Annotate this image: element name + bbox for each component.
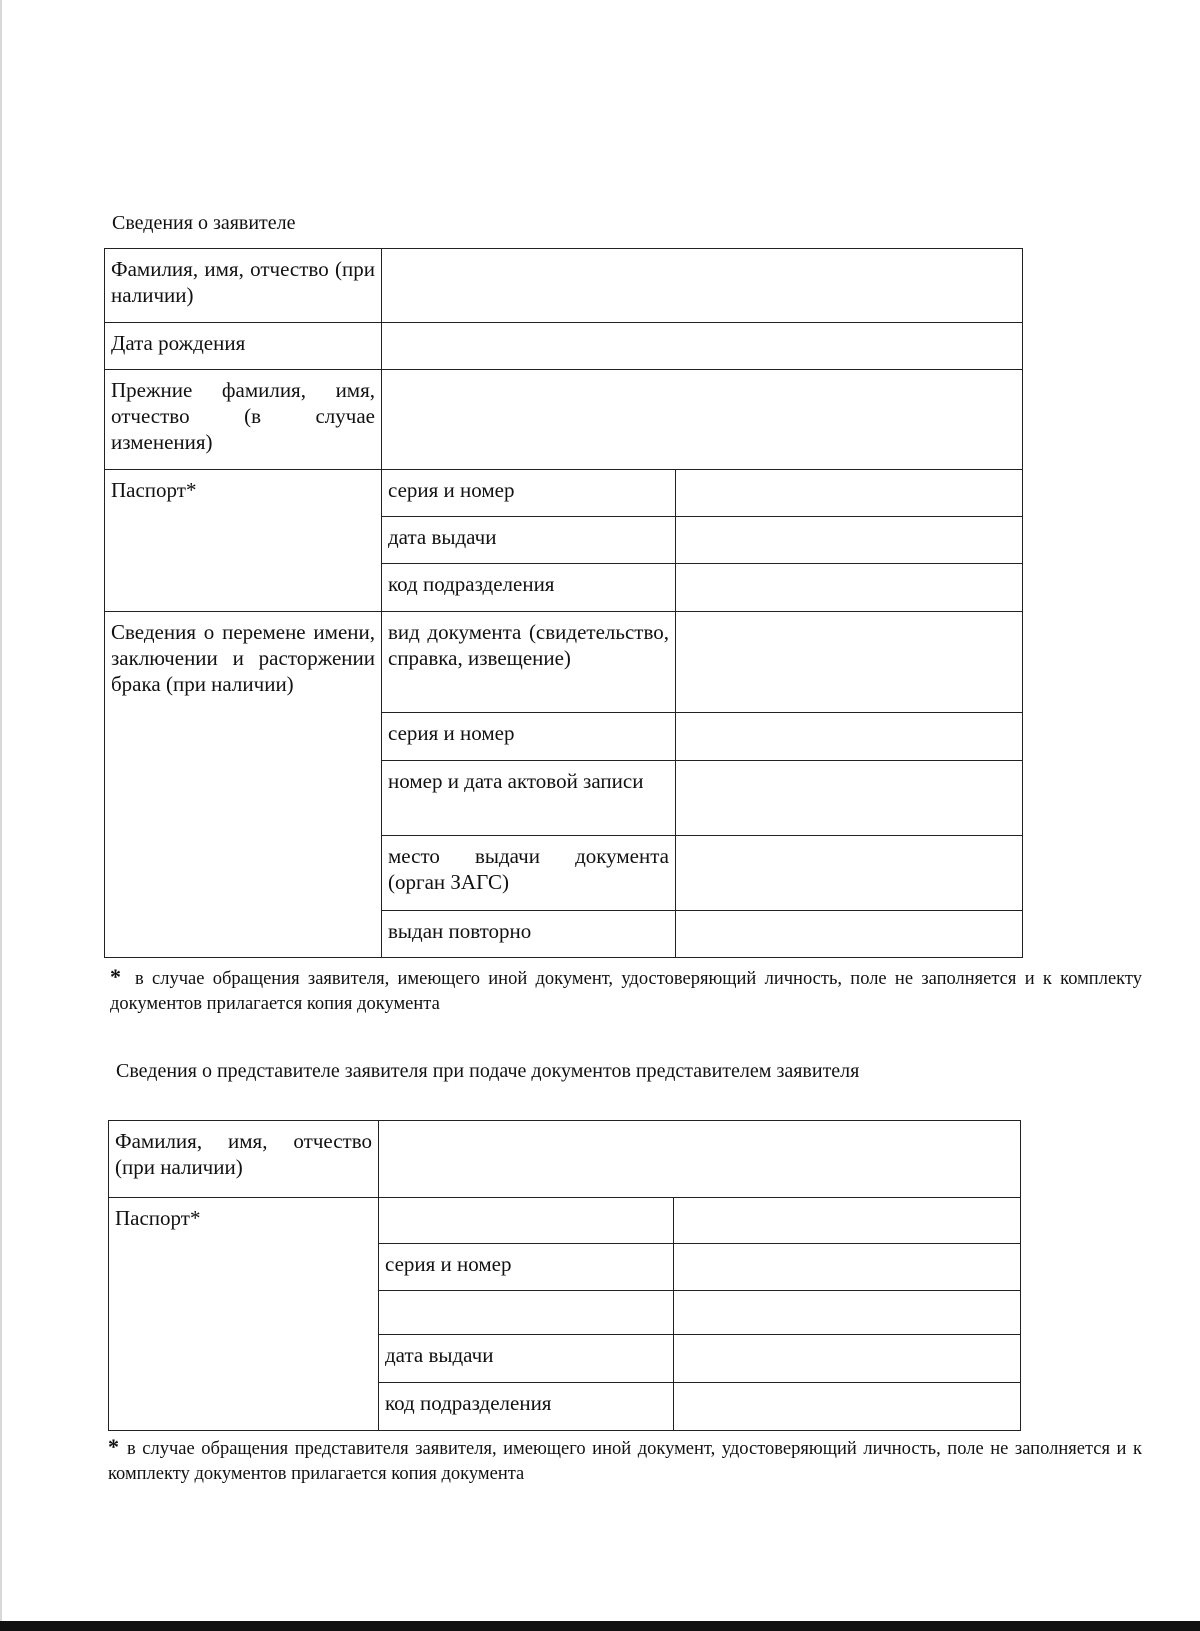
rep-blank-label-cell	[379, 1198, 674, 1244]
footnote-text: в случае обращения заявителя, имеющего иной документ, удостоверяющий личность, поле не заполняется и к комплекту документов прилагается копия документа	[110, 969, 1142, 1014]
passport-label: Паспорт*	[105, 470, 382, 612]
doc-series-label: серия и номер	[382, 713, 676, 761]
issue-place-label: место выдачи документа (орган ЗАГС)	[382, 836, 676, 911]
doc-series-field[interactable]	[676, 713, 1023, 761]
table-row	[105, 370, 1023, 470]
reissued-label: выдан повторно	[382, 911, 676, 958]
table-row	[109, 1198, 1021, 1244]
page-edge	[0, 0, 2, 1631]
representative-footnote	[108, 1434, 1142, 1487]
civil-status-label: Сведения о перемене имени, заключении и расторжении брака (при наличии)	[105, 612, 382, 958]
issue-place-field[interactable]	[676, 836, 1023, 911]
doc-type-field[interactable]	[676, 612, 1023, 713]
rep-blank-field[interactable]	[674, 1291, 1021, 1335]
applicant-footnote	[110, 964, 1142, 1017]
birth-date-field[interactable]	[382, 323, 1023, 370]
rep-passport-issue-date-label: дата выдачи	[379, 1335, 674, 1383]
doc-type-label: вид документа (свидетельство, справка, извещение)	[382, 612, 676, 713]
passport-series-label: серия и номер	[382, 470, 676, 517]
footnote-text: в случае обращения представителя заявителя, имеющего иной документ, удостоверяющий личность, поле не заполняется и к комплекту документов прилагается копия документа	[108, 1439, 1142, 1484]
passport-series-field[interactable]	[676, 470, 1023, 517]
rep-passport-series-field[interactable]	[674, 1244, 1021, 1291]
rep-full-name-label: Фамилия, имя, отчество (при наличии)	[109, 1121, 379, 1198]
passport-issue-date-label: дата выдачи	[382, 517, 676, 564]
rep-blank-label-cell	[379, 1291, 674, 1335]
scan-edge	[0, 1621, 1200, 1631]
rep-full-name-field[interactable]	[379, 1121, 1021, 1198]
applicant-table	[104, 248, 1023, 958]
previous-name-label: Прежние фамилия, имя, отчество (в случае изменения)	[105, 370, 382, 470]
rep-passport-series-label: серия и номер	[379, 1244, 674, 1291]
record-number-date-label: номер и дата актовой записи	[382, 761, 676, 836]
full-name-field[interactable]	[382, 249, 1023, 323]
rep-passport-dept-code-label: код подразделения	[379, 1383, 674, 1431]
passport-dept-code-label: код подразделения	[382, 564, 676, 612]
footnote-star: *	[110, 964, 121, 989]
table-row	[105, 612, 1023, 713]
representative-table	[108, 1120, 1021, 1431]
representative-section-title: Сведения о представителе заявителя при подаче документов представителем заявителя	[116, 1060, 860, 1082]
table-row	[105, 470, 1023, 517]
passport-issue-date-field[interactable]	[676, 517, 1023, 564]
previous-name-field[interactable]	[382, 370, 1023, 470]
footnote-star: *	[108, 1434, 119, 1459]
passport-dept-code-field[interactable]	[676, 564, 1023, 612]
applicant-section-title: Сведения о заявителе	[112, 212, 296, 234]
rep-blank-field[interactable]	[674, 1198, 1021, 1244]
table-row	[109, 1121, 1021, 1198]
birth-date-label: Дата рождения	[105, 323, 382, 370]
full-name-label: Фамилия, имя, отчество (при наличии)	[105, 249, 382, 323]
rep-passport-dept-code-field[interactable]	[674, 1383, 1021, 1431]
rep-passport-issue-date-field[interactable]	[674, 1335, 1021, 1383]
record-number-date-field[interactable]	[676, 761, 1023, 836]
rep-passport-label: Паспорт*	[109, 1198, 379, 1431]
table-row	[105, 323, 1023, 370]
reissued-field[interactable]	[676, 911, 1023, 958]
table-row	[105, 249, 1023, 323]
